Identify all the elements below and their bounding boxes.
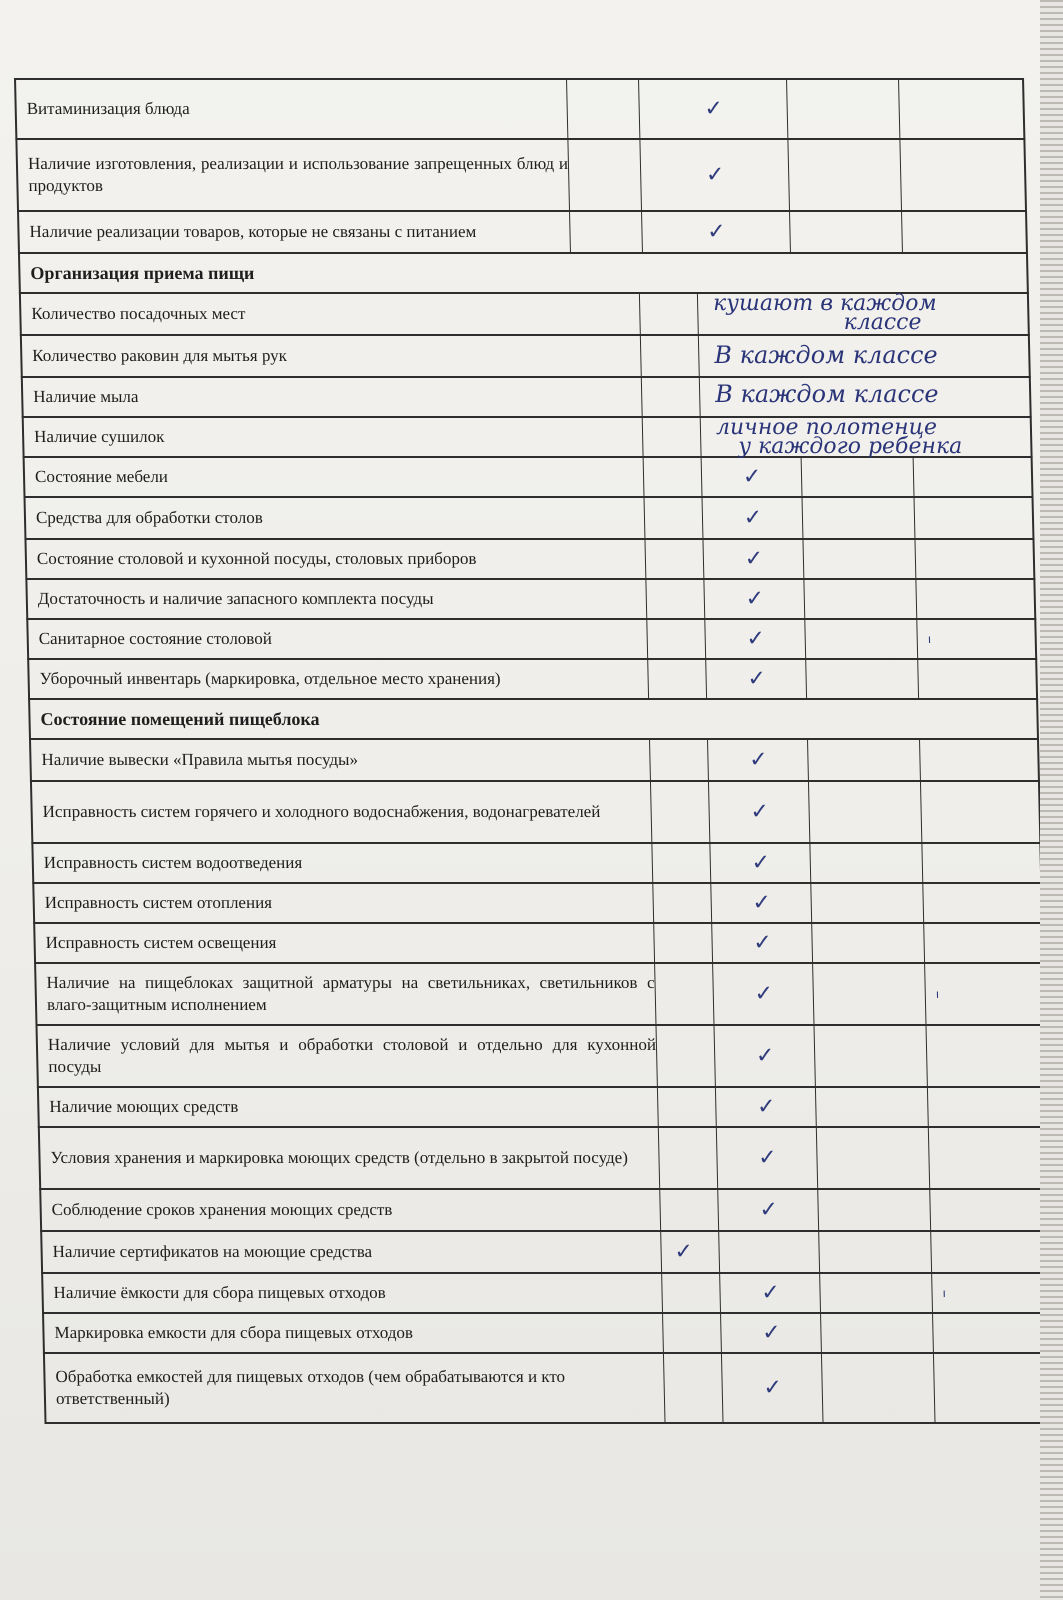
row-label: Достаточность и наличие запасного комплекта посуды: [37, 589, 434, 608]
handwritten-note: личное полотенце у каждого ребенка: [715, 415, 963, 459]
checkmark: ✓: [748, 747, 768, 773]
row-label: Маркировка емкости для сбора пищевых отходов: [54, 1323, 414, 1342]
checkmark: ✓: [751, 850, 771, 876]
checkmark: ✓: [674, 1239, 694, 1265]
checkmark: ✓: [761, 1320, 781, 1346]
table-row: [30, 780, 1040, 842]
row-label: Обработка емкостей для пищевых отходов (чем обрабатываются и кто ответственный): [55, 1367, 566, 1408]
row-label: Состояние столовой и кухонной посуды, столовых приборов: [36, 549, 477, 568]
row-label: Наличие ёмкости для сбора пищевых отходов: [53, 1283, 386, 1302]
checkmark: ✓: [747, 666, 767, 692]
checkmark: ✓: [752, 890, 772, 916]
table-row: [42, 1312, 1040, 1352]
checkmark: ✓: [755, 1043, 775, 1069]
side-tick: ı: [927, 632, 932, 646]
checkmark: ✓: [705, 162, 725, 188]
table-row: [32, 882, 1040, 922]
row-label: Наличие мыла: [33, 387, 139, 406]
row-label: Витаминизация блюда: [26, 99, 190, 118]
row-label: Наличие моющих средств: [49, 1097, 239, 1116]
table-row: [43, 1352, 1040, 1424]
checkmark: ✓: [704, 96, 724, 122]
checkmark: ✓: [758, 1145, 778, 1171]
checkmark: ✓: [744, 546, 764, 572]
side-tick: ı: [942, 1286, 947, 1300]
row-label: Наличие вывески «Правила мытья посуды»: [41, 750, 359, 769]
table-row: [29, 738, 1040, 780]
checkmark: ✓: [759, 1197, 779, 1223]
checkmark: ✓: [743, 505, 763, 531]
checkmark: ✓: [742, 464, 762, 490]
checkmark: ✓: [763, 1375, 783, 1401]
checkmark: ✓: [761, 1280, 781, 1306]
table-row: [34, 962, 1040, 1024]
row-label: Наличие сушилок: [33, 427, 165, 446]
row-label: Санитарное состояние столовой: [38, 629, 273, 648]
checkmark: ✓: [754, 981, 774, 1007]
section-header: [18, 252, 1029, 292]
table-row: [38, 1126, 1040, 1188]
table-row: [25, 578, 1036, 618]
checkmark: ✓: [745, 586, 765, 612]
checkmark: ✓: [750, 799, 770, 825]
handwritten-note: В каждом классе: [714, 380, 939, 408]
section-title: Состояние помещений пищеблока: [40, 709, 320, 729]
checkmark: ✓: [756, 1094, 776, 1120]
table-row: [41, 1272, 1040, 1312]
table-row: [40, 1230, 1040, 1272]
row-label: Количество посадочных мест: [31, 304, 246, 323]
table-row: [37, 1086, 1040, 1126]
section-header: [28, 698, 1039, 738]
row-label: Наличие сертификатов на моющие средства: [52, 1242, 373, 1261]
table-row: [31, 842, 1040, 882]
row-label: Наличие на пищеблоках защитной арматуры на светильниках, светильников с влаго-защитным исполнением: [46, 973, 655, 1014]
table-row: [35, 1024, 1040, 1086]
inspection-table: [14, 78, 1040, 1473]
row-label: Состояние мебели: [34, 467, 169, 486]
row-label: Средства для обработки столов: [35, 508, 263, 527]
handwritten-note: В каждом классе: [713, 341, 938, 369]
table-row: [39, 1188, 1040, 1230]
page-edge: [1040, 0, 1063, 1600]
checkmark: ✓: [753, 930, 773, 956]
table-row: [24, 538, 1035, 578]
handwritten-note: кушают в каждом классе: [712, 291, 937, 335]
row-label: Условия хранения и маркировка моющих средств (отдельно в закрытой посуде): [50, 1148, 629, 1167]
side-tick: ı: [935, 987, 940, 1001]
table-row: [17, 210, 1028, 252]
row-label: Количество раковин для мытья рук: [32, 346, 288, 365]
checkmark: ✓: [746, 626, 766, 652]
table-row: [15, 138, 1027, 210]
row-label: Наличие условий для мытья и обработки столовой и отдельно для кухонной посуды: [47, 1035, 657, 1076]
table-row: [23, 456, 1034, 496]
row-label: Соблюдение сроков хранения моющих средств: [51, 1200, 393, 1219]
table-row: [23, 496, 1034, 538]
row-label: Наличие реализации товаров, которые не связаны с питанием: [29, 222, 477, 241]
row-label: Исправность систем освещения: [45, 933, 277, 952]
row-label: Наличие изготовления, реализации и использование запрещенных блюд и продуктов: [27, 154, 569, 195]
table-row: [26, 618, 1037, 658]
row-label: Уборочный инвентарь (маркировка, отдельное место хранения): [39, 669, 501, 688]
table-row: [33, 922, 1040, 962]
row-label: Исправность систем горячего и холодного водоснабжения, водонагревателей: [42, 802, 601, 821]
checkmark: ✓: [706, 219, 726, 245]
table-row: [27, 658, 1038, 698]
row-label: Исправность систем отопления: [44, 893, 273, 912]
section-title: Организация приема пищи: [30, 263, 255, 283]
table-row: [14, 78, 1025, 138]
row-label: Исправность систем водоотведения: [43, 853, 303, 872]
